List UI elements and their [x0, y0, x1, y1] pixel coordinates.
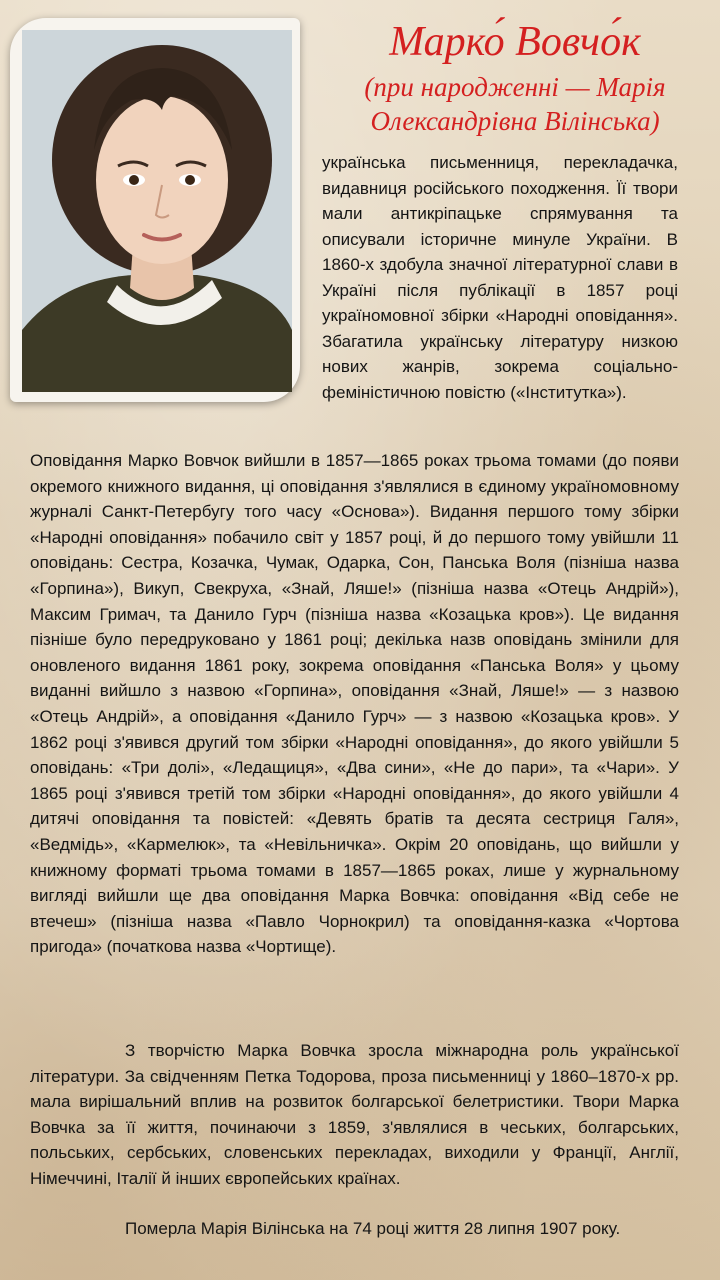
bio-paragraph: українська письменниця, перекладачка, видавниця російського походження. Її твори мали антикріпацьке спрямування та описували історичне минуле України. В 1860-х здобула значної літературної слави в Україні після публікації в 1857 році україномовної збірки «Народні оповідання». Збагатила українську літературу низкою нових жанрів, зокрема соціально-феміністичною повістю («Інститутка»).: [322, 153, 678, 402]
birth-name-line-2: Олександрівна Вілінська): [370, 106, 660, 136]
death-paragraph: Померла Марія Вілінська на 74 році життя 28 липня 1907 року.: [125, 1219, 621, 1238]
influence-paragraph: З творчістю Марка Вовчка зросла міжнародна роль української літератури. За свідченням Петка Тодорова, проза письменниці у 1860–1870-х рр. мала вирішальний вплив на розвиток болгарської белетристики. Твори Марка Вовчка за її життя, починаючи з 1859, з'являлися в чеських, болгарських, польських, сербських, словенських перекладах, виходили у Франції, Англії, Німеччині, Італії й інших європейських країнах.: [30, 1041, 679, 1188]
portrait-icon: [22, 30, 292, 392]
title-block: [320, 14, 710, 138]
birth-name-line-1: (при народженні — Марія: [364, 72, 666, 102]
portrait-frame: [10, 18, 300, 402]
stories-paragraph: Оповідання Марко Вовчок вийшли в 1857—1865 роках трьома томами (до появи окремого книжного видання, ці оповідання з'являлися в єдиному україномовному журналі Санкт-Петербугу того часу «Основа»). Видання першого тому збірки «Народні оповідання» побачило світ у 1857 році, й до першого тому увійшли 11 оповідань: Сестра, Козачка, Чумак, Одарка, Сон, Панська Воля (пізніша назва «Горпина»), Викуп, Свекруха, «Знай, Ляше!» (пізніша назва «Отець Андрій»), Максим Гримач, та Данило Гурч (пізніша назва «Козацька кров»). Це видання пізніше було передруковано у 1861 році; декілька назв оповідань змінили для оновленого видання 1861 року, зокрема оповідання «Панська Воля» у цьому виданні вийшло з назвою «Горпина», оповідання «Знай, Ляше!» — з назвою «Отець Андрій», а оповідання «Данило Гурч» — з назвою «Козацька кров». У 1862 році з'явився другий том збірки «Народні оповідання», до якого увійшли 5 оповідань: «Три долі», «Ледащиця», «Два сини», «Не до пари», та «Чари». У 1865 році з'явився третій том збірки «Народні оповідання», до якого увійшли 4 дитячі оповідання та повістей: «Девять братів та десята сестриця Галя», «Ведмідь», «Кармелюк», та «Невільничка». Окрім 20 оповідань, що вийшли у книжному форматі трьома томами в 1857—1865 роках, лише у журнальному вигляді вийшли ще два оповідання Марка Вовчка: оповідання «Від себе не втечеш» (пізніша назва «Павло Чорнокрил) та оповідання-казка «Чортова пригода» (початкова назва «Чортище).: [30, 451, 679, 957]
portrait-photo: [22, 30, 292, 392]
page-title: Марко́ Вовчо́к: [389, 19, 641, 65]
